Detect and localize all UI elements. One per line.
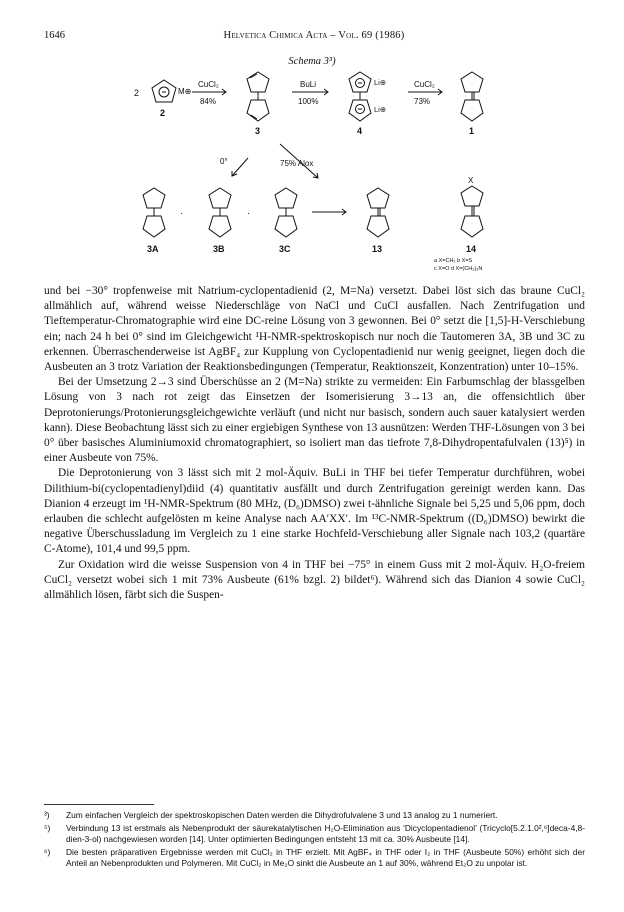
plus-dot-2: · bbox=[247, 208, 251, 219]
reagent-buli: BuLi bbox=[300, 80, 317, 89]
lithium-label-2: Li⊕ bbox=[374, 105, 387, 114]
paragraph: Bei der Umsetzung 2→3 sind Überschüsse an 2 (M=Na) strikte zu vermeiden: Ein Farbumschlag der blassgelben Lösung von 3 nach rot zeigt das Einsetzen der Isomerisierung 3→13 an, die offensichtlich über Deprotonierungs/Protonierungsgleichgewichte verläuft (und nicht nur basisch, sondern auch sauer katalysiert werden kann). Diese Beobachtung lässt sich zu einer ergiebigen Synthese von 13 ausnützen: Werden THF-Lösungen von 3 bei 0° über basisches Aluminiumoxid chromatographiert, so isoliert man das tiefrote 7,8-Dihydropentafulvalen (13)⁵) in einer Ausbeute von 75%. bbox=[44, 376, 585, 465]
page-number: 1646 bbox=[44, 30, 65, 41]
coefficient-2: 2 bbox=[134, 88, 140, 98]
compound-label-2: 2 bbox=[160, 108, 166, 118]
cp-anion-ring bbox=[152, 80, 176, 102]
footnote bbox=[44, 823, 585, 845]
isomer-3A-upper bbox=[143, 188, 165, 208]
compound-14-ring-upper bbox=[461, 186, 483, 206]
compound-14-ring-lower bbox=[461, 216, 483, 237]
footnote-text: Zum einfachen Vergleich der spektroskopischen Daten werden die Dihydrofulvalene 3 und 13 analog zu 1 numeriert. bbox=[66, 810, 498, 820]
scheme-title: Schema 3³) bbox=[288, 56, 336, 67]
isomer-3C-lower bbox=[275, 216, 297, 237]
reagent-cucl2-1: CuCl₂ bbox=[198, 80, 219, 89]
reaction-arrow bbox=[232, 158, 248, 176]
substituent-legend-2: c X=O d X=(CH₃)₂N bbox=[434, 266, 483, 272]
reagent-cucl2-2: CuCl₂ bbox=[414, 80, 435, 89]
compound-label-3A: 3A bbox=[147, 244, 159, 254]
footnote-mark: ⁵) bbox=[44, 823, 51, 833]
yield-100: 100% bbox=[298, 97, 319, 106]
fulvalene-ring-upper bbox=[461, 72, 483, 92]
compound-label-3: 3 bbox=[255, 126, 261, 136]
footnote-text: Die besten präparativen Ergebnisse werden mit CuCl₂ in THF erzielt. Mit AgBF₄ in THF oder I₂ in THF (Ausbeute 50%) erhöht sich der Anteil an Nebenprodukten und Polymeren. Mit CuCl₂ in Me₂O sinkt die Ausbeute an 1 auf 30%, während Et₂O zu unpolar ist. bbox=[66, 847, 585, 868]
dihydrofulvalene-ring-upper bbox=[367, 188, 389, 208]
dianion-ring-lower bbox=[349, 100, 371, 121]
compound-label-3B: 3B bbox=[213, 244, 225, 254]
lithium-label-1: Li⊕ bbox=[374, 78, 387, 87]
condition-alox: 75% Alox bbox=[280, 159, 314, 168]
main-text bbox=[44, 284, 585, 603]
fulvalene-ring-lower bbox=[461, 100, 483, 121]
cp-ring-upper bbox=[247, 72, 269, 92]
dihydrofulvalene-ring-lower bbox=[367, 216, 389, 237]
footnote-mark: ⁶) bbox=[44, 847, 51, 857]
substituent-legend-1: a X=CH₂ b X=S bbox=[434, 258, 473, 264]
footnote-mark: ³) bbox=[44, 810, 50, 820]
compound-label-1: 1 bbox=[469, 126, 475, 136]
isomer-3B-upper bbox=[209, 188, 231, 208]
footnote-divider bbox=[44, 804, 154, 805]
compound-label-14: 14 bbox=[466, 244, 477, 254]
footnote bbox=[44, 847, 585, 869]
paragraph: und bei −30° tropfenweise mit Natrium-cyclopentadienid (2, M=Na) versetzt. Dabei löst sich das braune CuCl₂ allmählich auf, während weisse Niederschläge von NaCl und CuCl ausfallen. Nach Zentrifugation und Tieftemperatur-Chromatographie wird eine DC-reine Lösung von 3 gewonnen. Bei 0° setzt die [1,5]-H-Verschiebung ein; nach 24 h bei 0° sind im Gleichgewicht ¹H-NMR-spektroskopisch nur noch die Tautomeren 3A, 3B und 3C zu erkennen. Überraschenderweise ist AgBF₄ zur Kupplung von Cyclopentadienid nur wenig geeignet, liegen doch die Ausbeuten an 3 trotz Variation der Reaktionsbedingungen (Temperatur, Reaktionszeit, Konzentration) unter 10–15%. bbox=[44, 285, 585, 374]
paragraph: Die Deprotonierung von 3 lässt sich mit 2 mol-Äquiv. BuLi in THF bei tiefer Temperatur durchführen, wobei Dilithium-bi(cyclopentadienyl)diid (4) quantitativ ausfällt und durch Zentrifugation gereinigt werden kann. Das Dianion 4 erzeugt im ¹H-NMR-Spektrum (80 MHz, (D₆)DMSO) zwei t-ähnliche Signale bei 5,25 und 5,06 ppm, doch erlauben die schlecht aufgelösten m keine Analyse nach AA′XX′. Im ¹³C-NMR-Spektrum ((D₆)DMSO) bewirkt die negative Überschussladung im Vergleich zu 1 eine starke Hochfeld-Verschiebung aller Signale nach 103,2 (quartäre C-Atome), 101,4 und 99,5 ppm. bbox=[44, 467, 585, 556]
isomer-3B-lower bbox=[209, 216, 231, 237]
reaction-scheme-drawing bbox=[120, 66, 510, 272]
compound-label-13: 13 bbox=[372, 244, 383, 254]
paragraph: Zur Oxidation wird die weisse Suspension von 4 in THF bei −75° in einem Guss mit 2 mol-Äquiv. H₂O-freiem CuCl₂ versetzt wobei sich 1 mit 73% Ausbeute (61% bzgl. 2) bildet⁶). Während sich das Dianion 4 sowie CuCl₂ allmählich lösen, färbt sich die Suspen- bbox=[44, 558, 585, 602]
footnote-text: Verbindung 13 ist erstmals als Nebenprodukt der säurekatalytischen H₂O-Elimination aus ‘Dicyclopentadienol’ (Tricyclo[5.2.1.0²,⁶]deca-4,8-dien-3-ol) nachgewiesen worden [14]. Unter optimierten Bedingungen entsteht 13 mit ca. 30% Ausbeute [14]. bbox=[66, 823, 585, 844]
heteroatom-x-label: X bbox=[468, 176, 474, 185]
cp-ring-lower bbox=[247, 100, 269, 121]
metal-cation-label: M⊕ bbox=[178, 87, 192, 96]
footnote bbox=[44, 810, 585, 821]
compound-label-4: 4 bbox=[357, 126, 363, 136]
isomer-3A-lower bbox=[143, 216, 165, 237]
plus-dot-1: · bbox=[180, 208, 184, 219]
page-header bbox=[44, 30, 584, 46]
yield-84: 84% bbox=[200, 97, 217, 106]
journal-title: Helvetica Chimica Acta – Vol. 69 (1986) bbox=[223, 30, 405, 41]
condition-0-degree: 0° bbox=[220, 157, 228, 166]
reaction-scheme bbox=[120, 66, 510, 272]
dianion-ring-upper bbox=[349, 72, 371, 92]
isomer-3C-upper bbox=[275, 188, 297, 208]
compound-label-3C: 3C bbox=[279, 244, 291, 254]
yield-73: 73% bbox=[414, 97, 431, 106]
footnotes bbox=[44, 810, 585, 871]
